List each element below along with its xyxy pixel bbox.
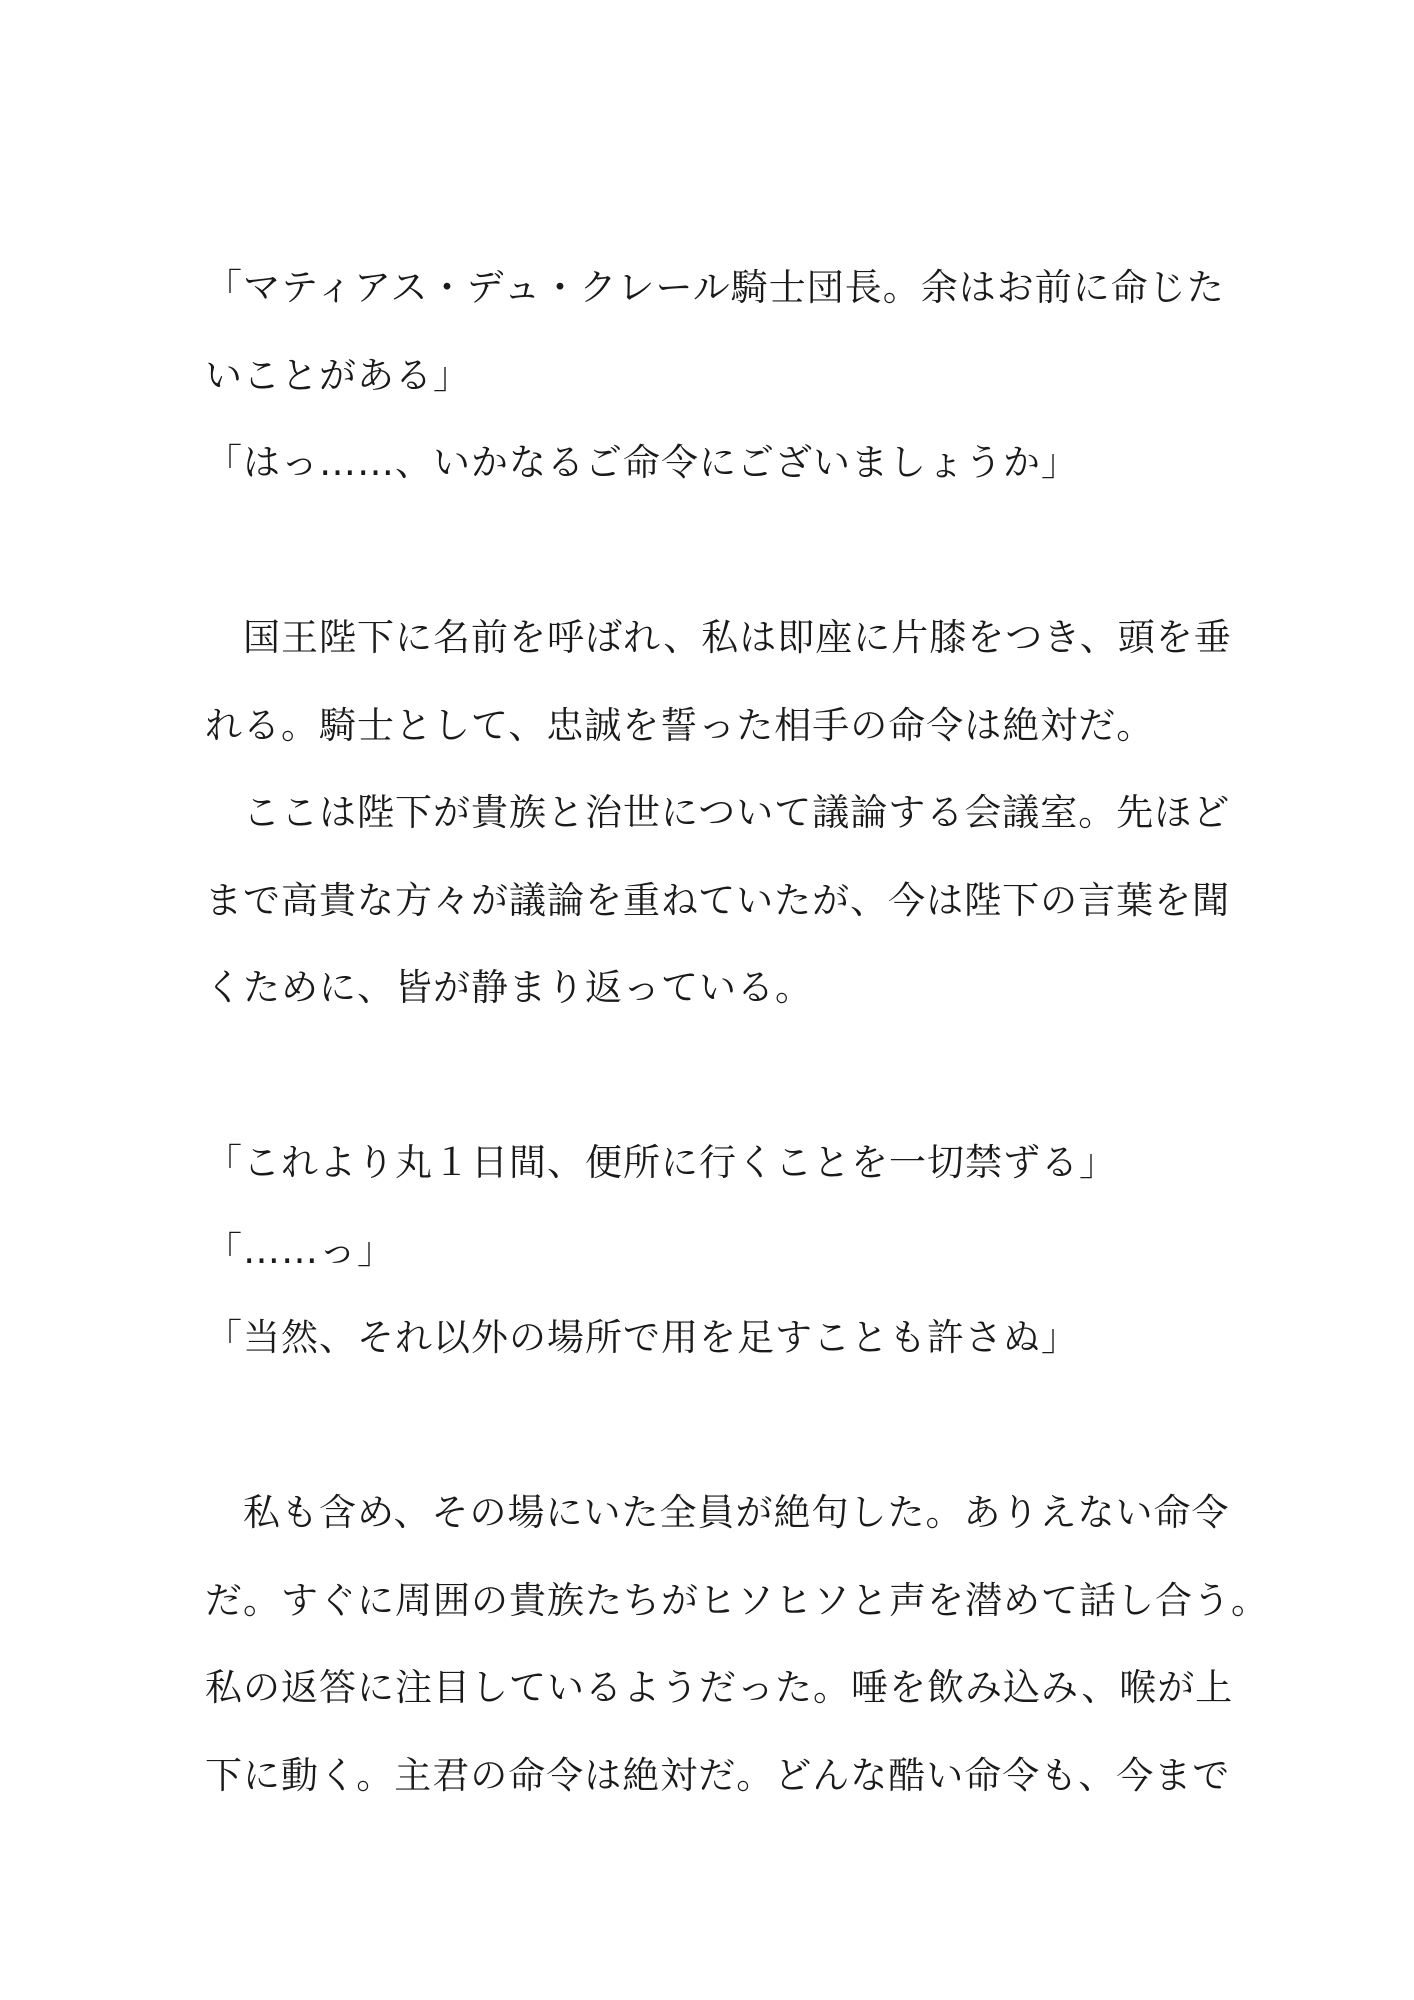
- text-line: 「……っ」: [205, 1228, 395, 1272]
- text-line: 下に動く。主君の命令は絶対だ。どんな酷い命令も、今まで: [205, 1753, 1231, 1797]
- blank-line: [205, 1032, 1245, 1120]
- text-line: 私の返答に注目しているようだった。唾を飲み込み、喉が上: [205, 1666, 1234, 1709]
- text-line: 「マティアス・デュ・クレール騎士団長。余はお前に命じた: [205, 266, 1225, 309]
- text-line: 国王陛下に名前を呼ばれ、私は即座に片膝をつき、頭を垂: [205, 616, 1232, 659]
- text-line: だ。すぐに周囲の貴族たちがヒソヒソと声を潜めて話し合う。: [205, 1578, 1269, 1622]
- blank-line: [205, 507, 1245, 595]
- text-line: 「当然、それ以外の場所で用を足すことも許さぬ」: [205, 1316, 1079, 1359]
- text-line: くために、皆が静まり返っている。: [205, 966, 813, 1009]
- text-line: いことがある」: [205, 353, 471, 397]
- text-line: 私も含め、その場にいた全員が絶句した。ありえない命令: [205, 1491, 1230, 1534]
- text-line: 「これより丸１日間、便所に行くことを一切禁ずる」: [205, 1141, 1117, 1184]
- document-page: [205, 244, 1269, 1819]
- text-line: まで高貴な方々が議論を重ねていたが、今は陛下の言葉を聞: [205, 878, 1231, 922]
- text-line: 「はっ……、いかなるご命令にございましょうか」: [205, 441, 1079, 484]
- text-line: れる。騎士として、忠誠を誓った相手の命令は絶対だ。: [205, 703, 1155, 747]
- text-line: ここは陛下が貴族と治世について議論する会議室。先ほど: [205, 791, 1231, 834]
- blank-line: [205, 1382, 1245, 1470]
